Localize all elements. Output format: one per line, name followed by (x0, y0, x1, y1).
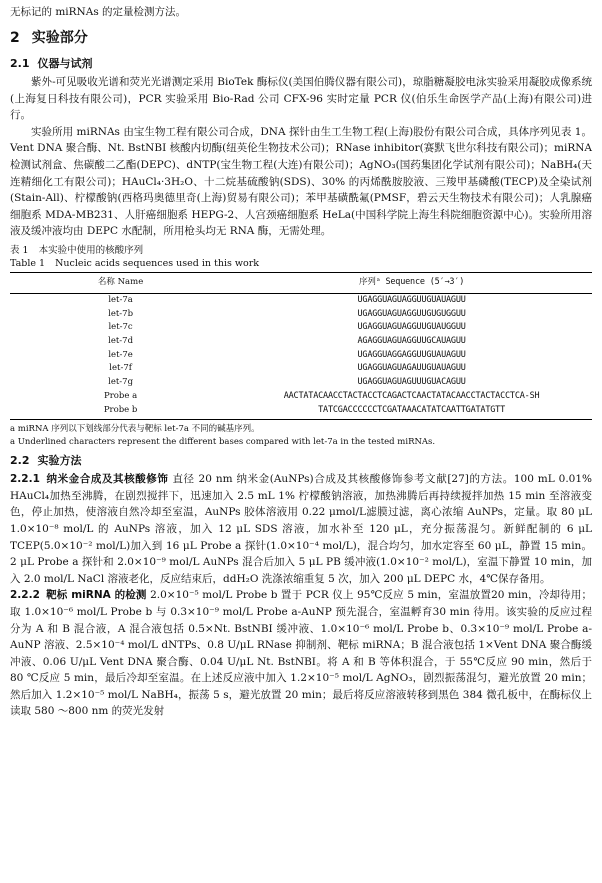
section-number: 2 (10, 29, 20, 46)
paragraph-2-2-2-text: 2.0×10⁻⁵ mol/L Probe b 置于 PCR 仪上 95℃反应 5 min，室温放置20 min，冷却待用；取 1.0×10⁻⁶ mol/L Probe b 与 0.3×10⁻⁹ mol/L Probe a-AuNP 预先混合，室温孵育30 min 待用。该实验的反应过程分为 A 和 B 混合液，A 混合液包括 0.5×Nt. BstNBI 缓冲液、1.0×10⁻⁶ mol/L Probe b、0.3×10⁻⁹ mol/L Probe a-AuNP 溶液、2.5×10⁻⁴ mol/L dNTPs、0.8 U/μL RNase 抑制剂、靶标 miRNA；B 混合液包括 1×Vent DNA 聚合酶缓冲液、0.06 U/μL Vent DNA 聚合酶、0.04 U/μL Nt. BstNBI。将 A 和 B 等体积混合，于 55℃反应 90 min，然后于 80 ℃反应 5 min，最后冷却至室温。在上述反应液中加入 1.2×10⁻⁵ mol/L AgNO₃，剧烈振荡混匀，避光放置 20 min；然后加入 1.2×10⁻⁵ mol/L NaBH₄，振荡 5 s，避光放置 20 min；最后将反应溶液转移到黑色 384 微孔板中，在酶标仪上读取 580 ～800 nm 的荧光发射 (10, 589, 592, 718)
subsection-number: 2.1 (10, 56, 30, 70)
table-row (10, 349, 592, 363)
row-name: let-7c (108, 322, 133, 333)
table-note-cn: a miRNA 序列以下划线部分代表与靶标 let-7a 不同的碱基序列。 (10, 424, 260, 435)
table-caption (10, 244, 592, 271)
table-row (10, 404, 592, 420)
intro-line: 无标记的 miRNAs 的定量检测方法。 (10, 6, 187, 18)
table-row (10, 308, 592, 322)
row-name: Probe a (104, 390, 138, 401)
subsection-title: 实验方法 (37, 453, 82, 467)
row-name: let-7a (108, 294, 133, 305)
row-name: let-7b (108, 308, 134, 319)
subsubsection-heading-2-2-2: 2.2.2 靶标 miRNA 的检测 (10, 589, 147, 602)
column-header-sequence: 序列ᵃ Sequence (5′→3′) (231, 273, 592, 293)
row-name: let-7d (108, 336, 134, 347)
paragraph-reagents: 实验所用 miRNAs 由宝生物工程有限公司合成，DNA 探针由生工生物工程(上海)股份有限公司合成，具体序列见表 1。Vent DNA 聚合酶、Nt. BstNBI 核酸内切酶(纽英伦生物技术公司)；RNase inhibitor(赛默飞世尔科技有限公司)；miRNA 检测试剂盒、焦碳酸二乙酯(DEPC)、dNTP(宝生物工程(大连)有限公司)；AgNO₃(国药集团化学试剂有限公司)；NaBH₄(天连精细化工有限公司)；HAuCl₄·3H₂O、十二烷基硫酸钠(SDS)、30% 的丙烯酰胺胶液、三羧甲基磷酸(TECP)及全染试剂(Stain-All)、柠檬酸钠(西格玛奥德里奇(上海)贸易有限公司)；苯甲基磺酰氟(PMSF，碧云天生物技术有限公司)；人乳腺癌细胞系 MDA-MB231、人肝癌细胞系 HEPG-2、人宫颈癌细胞系 HeLa(中国科学院上海生科院细胞资源中心)。实验所用溶液及缓冲液均由 DEPC 水配制，所用枪头均无 RNA 酶，无需处理。 (10, 125, 592, 238)
row-name: Probe b (10, 404, 231, 420)
subsubsection-heading-2-2-1: 2.2.1 纳米金合成及其核酸修饰 (10, 473, 169, 486)
row-sequence: UGAGGUAGUAGAUUGUAUAGUU (357, 363, 466, 374)
table-notes (10, 423, 592, 448)
row-sequence: UGAGGUAGUAGUUUGUACAGUU (357, 377, 466, 388)
table-row (10, 390, 592, 404)
row-sequence: AGAGGUAGUAGGUUGCAUAGUU (357, 336, 466, 347)
section-heading (10, 27, 592, 49)
table-note-en: a Underlined characters represent the different bases compared with let-7a in the tested miRNAs. (10, 436, 436, 447)
row-sequence: UGAGGUAGUAGGUUGUAUAGUU (357, 294, 466, 305)
row-sequence: AACTATACAACCTACTACCTCAGACTCAACTATACAACCTACTACCTCA-SH (283, 390, 540, 401)
subsection-heading-2-2 (10, 452, 592, 469)
subsection-number: 2.2 (10, 453, 30, 467)
paragraph-2-2-2 (10, 587, 592, 720)
table-row (10, 335, 592, 349)
row-sequence: UGAGGUAGUAGGUUGUGUGGUU (357, 308, 466, 319)
table-header-row (10, 273, 592, 293)
paragraph-2-2-1 (10, 471, 592, 587)
table-caption-cn: 表 1 本实验中使用的核酸序列 (10, 244, 144, 256)
sequence-table (10, 272, 592, 420)
table-row (10, 321, 592, 335)
table-caption-en: Table 1 Nucleic acids sequences used in this work (10, 258, 260, 270)
paragraph-instruments: 紫外-可见吸收光谱和荧光光谱测定采用 BioTek 酶标仪(美国伯腾仪器有限公司)，琼脂糖凝胶电泳实验采用凝胶成像系统(上海复日科技有限公司)，PCR 实验采用 Bio-Rad 公司 CFX-96 实时定量 PCR 仪(伯乐生命医学产品(上海)有限公司)进行。 (10, 76, 592, 122)
subsection-heading-2-1 (10, 55, 592, 72)
row-sequence: UGAGGUAGGAGGUUGUAUAGUU (357, 349, 466, 360)
table-row (10, 362, 592, 376)
column-header-name: 名称 Name (10, 273, 231, 293)
table-row (10, 376, 592, 390)
row-name: let-7f (109, 363, 132, 374)
row-sequence: TATCGACCCCCCTCGATAAACATATCAATTGATATGTT (231, 404, 592, 420)
paragraph-2-2-1-text: 直径 20 nm 纳米金(AuNPs)合成及其核酸修饰参考文献[27]的方法。100 mL 0.01% HAuCl₄加热至沸腾，在剧烈搅拌下，迅速加入 2.5 mL 1% 柠檬酸钠溶液，加热沸腾后再持续搅拌加热 15 min 至溶液变色，停止加热，使溶液自然冷却至室温，AuNPs 胶体溶液用 0.22 μmol/L滤膜过滤，离心浓缩 AuNPs，定量。取 80 μL 1.0×10⁻⁸ mol/L 的 AuNPs 溶液，加入 12 μL SDS 溶液，加水补至 120 μL，充分振荡混匀。新鲜配制的 6 μL TCEP(5.0×10⁻² mol/L)加入到 16 μL Probe a 探针(1.0×10⁻⁴ mol/L)，混合均匀，加水定容至 60 μL，静置 15 min。2 μL Probe a 探针和 2.0×10⁻⁹ mol/L AuNPs 混合后加入 5 μL PB 缓冲液(1.0×10⁻² mol/L)，室温下静置 10 min，加入 2.0 mol/L NaCl 溶液老化，反应结束后，ddH₂O 洗涤浓缩重复 5 次，加入 200 μL DEPC 水，4℃保存备用。 (10, 473, 593, 585)
row-name: let-7e (108, 349, 133, 360)
subsection-title: 仪器与试剂 (37, 56, 93, 70)
section-title: 实验部分 (31, 29, 88, 46)
table-row (10, 293, 592, 307)
row-name: let-7g (108, 377, 134, 388)
row-sequence: UGAGGUAGUAGGUUGUAUGGUU (357, 322, 466, 333)
